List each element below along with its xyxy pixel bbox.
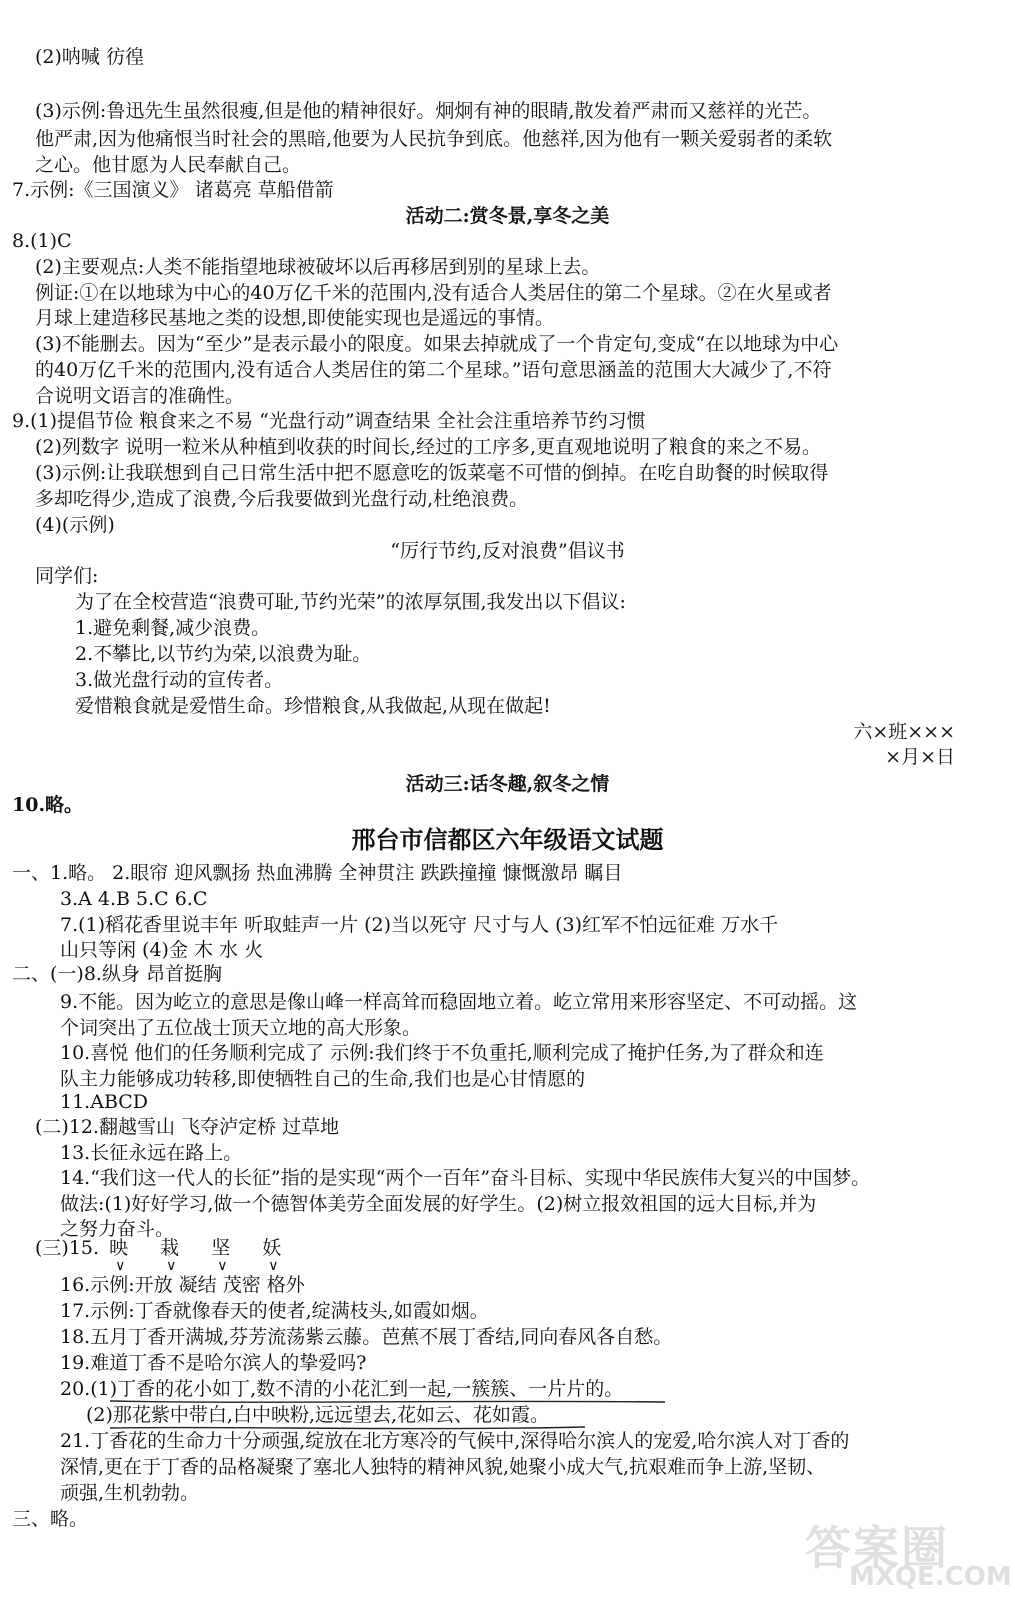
- text-line: 19.难道丁香不是哈尔滨人的挚爱吗?: [60, 1352, 367, 1374]
- text-line: 一、1.略。 2.眼帘 迎风飘扬 热血沸腾 全神贯注 跌跌撞撞 慷慨激昂 瞩目: [12, 862, 623, 884]
- text-line: 山只等闲 (4)金 木 水 火: [60, 939, 264, 961]
- section-heading: 活动二:赏冬景,享冬之美: [405, 205, 610, 227]
- marked-char: 栽 ∨: [160, 1237, 180, 1274]
- text-line: 21.丁香花的生命力十分顽强,绽放在北方寒冷的气候中,深得哈尔滨人的宠爱,哈尔滨人对丁香的: [60, 1430, 850, 1452]
- proposal-title: “厉行节约,反对浪费”倡议书: [390, 540, 625, 562]
- text-line: 11.ABCD: [60, 1091, 149, 1113]
- text-line: 多却吃得少,造成了浪费,今后我要做到光盘行动,杜绝浪费。: [35, 488, 529, 510]
- text-line: 队主力能够成功转移,即使牺牲自己的生命,我们也是心甘情愿的: [60, 1068, 586, 1090]
- marked-char: 映 ∨: [109, 1237, 129, 1274]
- text-line: 7.(1)稻花香里说丰年 听取蛙声一片 (2)当以死守 尺寸与人 (3)红军不怕远征难 万水千: [60, 914, 779, 936]
- text-line: 13.长征永远在路上。: [60, 1142, 243, 1164]
- text-line: (4)(示例): [35, 514, 115, 536]
- text-line: 深情,更在于丁香的品格凝聚了塞北人独特的精神风貌,她聚小成大气,抗艰难而争上游,坚韧、: [60, 1456, 826, 1478]
- marked-char: 坚 ∨: [211, 1237, 231, 1274]
- text-line: 之努力奋斗。: [60, 1218, 175, 1240]
- text-line: 三、略。: [12, 1508, 89, 1530]
- text-line: 做法:(1)好好学习,做一个德智体美劳全面发展的好学生。(2)树立报效祖国的远大目标,并为: [60, 1193, 817, 1215]
- question-number: (三)15.: [35, 1237, 100, 1259]
- text-line: 16.示例:开放 凝结 茂密 格外: [60, 1274, 305, 1296]
- text-line: 爱惜粮食就是爱惜生命。珍惜粮食,从我做起,从现在做起!: [75, 695, 551, 717]
- exam-title: 邢台市信都区六年级语文试题: [351, 825, 664, 854]
- text-line: 为了在全校营造“浪费可耻,节约光荣”的浓厚氛围,我发出以下倡议:: [75, 591, 626, 613]
- text-line: 8.(1)C: [12, 230, 72, 252]
- text-line: 7.示例:《三国演义》 诸葛亮 草船借箭: [12, 179, 334, 201]
- text-line: 个词突出了五位战士顶天立地的高大形象。: [60, 1017, 422, 1039]
- text-line: 17.示例:丁香就像春天的使者,绽满枝头,如霞如烟。: [60, 1300, 489, 1322]
- section-heading: 活动三:话冬趣,叙冬之情: [405, 773, 610, 795]
- text-line: 20.(1)丁香的花小如丁,数不清的小花汇到一起,一簇簇、一片片的。: [60, 1378, 624, 1400]
- text-line: 的40万亿千米的范围内,没有适合人类居住的第二个星球。”语句意思涵盖的范围大大减少了,不符: [35, 359, 832, 381]
- text-line: (3)示例:让我联想到自己日常生活中把不愿意吃的饭菜毫不可惜的倒掉。在吃自助餐的时候取得: [35, 462, 829, 484]
- text-line: 3.做光盘行动的宣传者。: [75, 669, 284, 691]
- text-line: (3)示例:鲁迅先生虽然很瘦,但是他的精神很好。炯炯有神的眼睛,散发着严肃而又慈祥的光芒。: [35, 100, 822, 122]
- text-line: 1.避免剩餐,减少浪费。: [75, 617, 271, 639]
- text-line: 14.“我们这一代人的长征”指的是实现“两个一百年”奋斗目标、实现中华民族伟大复兴的中国梦。: [60, 1167, 871, 1189]
- text-line: 之心。他甘愿为人民奉献自己。: [35, 154, 302, 176]
- text-line: (2)主要观点:人类不能指望地球被破坏以后再移居到别的星球上去。: [35, 256, 601, 278]
- signature-date: ×月×日: [885, 746, 955, 768]
- text-line: 18.五月丁香开满城,芬芳流荡紫云藤。芭蕉不展丁香结,同向春风各自愁。: [60, 1326, 673, 1348]
- text-line: 例证:①在以地球为中心的40万亿千米的范围内,没有适合人类居住的第二个星球。②在火星或者: [35, 282, 832, 304]
- text-line: 10.喜悦 他们的任务顺利完成了 示例:我们终于不负重托,顺利完成了掩护任务,为了群众和连: [60, 1042, 824, 1064]
- text-line: 合说明文语言的准确性。: [35, 385, 245, 407]
- text-line: 同学们:: [35, 565, 99, 587]
- text-line: (3)不能删去。因为“至少”是表示最小的限度。如果去掉就成了一个肯定句,变成“在以地球为中心: [35, 333, 839, 355]
- text-line: (二)12.翻越雪山 飞夺泸定桥 过草地: [35, 1116, 340, 1138]
- signature-class: 六×班×××: [853, 721, 955, 743]
- text-line: 3.A 4.B 5.C 6.C: [60, 888, 208, 910]
- text-line: 9.(1)提倡节俭 粮食来之不易 “光盘行动”调查结果 全社会注重培养节约习惯: [12, 410, 646, 432]
- text-line: 9.不能。因为屹立的意思是像山峰一样高耸而稳固地立着。屹立常用来形容坚定、不可动摇。这: [60, 991, 858, 1013]
- text-line: 顽强,生机勃勃。: [60, 1482, 200, 1504]
- text-line: 月球上建造移民基地之类的设想,即使能实现也是遥远的事情。: [35, 307, 555, 329]
- text-line: 二、(一)8.纵身 昂首挺胸: [12, 963, 222, 985]
- text-line: (2)列数字 说明一粒米从种植到收获的时间长,经过的工序多,更直观地说明了粮食的来之不易。: [35, 436, 822, 458]
- text-line: 10.略。: [12, 794, 84, 816]
- marked-char: 妖 ∨: [262, 1237, 282, 1274]
- text-line: [35, 1235, 282, 1274]
- text-line: 2.不攀比,以节约为荣,以浪费为耻。: [75, 643, 372, 665]
- watermark-logo: 答案圈 MXQE.COM: [805, 1521, 1012, 1592]
- text-line: 他严肃,因为他痛恨当时社会的黑暗,他要为人民抗争到底。他慈祥,因为他有一颗关爱弱者的柔软: [35, 128, 833, 150]
- text-line: (2)呐喊 彷徨: [35, 46, 144, 68]
- text-line: (2)那花紫中带白,白中映粉,远远望去,花如云、花如霞。: [86, 1404, 550, 1426]
